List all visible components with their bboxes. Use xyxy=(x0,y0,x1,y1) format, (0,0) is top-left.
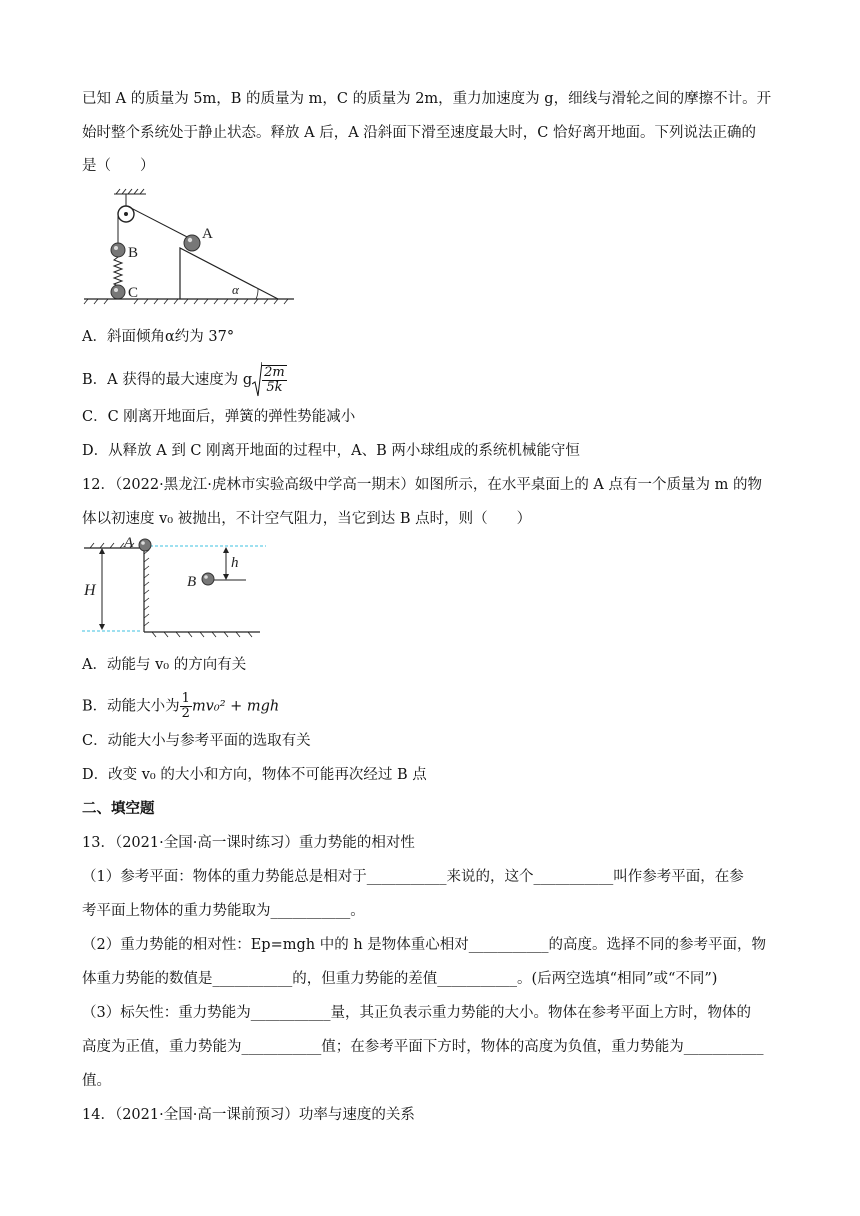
ceiling-support xyxy=(114,189,146,206)
q12-option-d: D．改变 v₀ 的大小和方向，物体不可能再次经过 B 点 xyxy=(82,767,427,783)
q13-part1-line-2: 考平面上物体的重力势能取为___________。 xyxy=(82,903,365,919)
q11-option-d: D．从释放 A 到 C 刚离开地面的过程中，A、B 两小球组成的系统机械能守恒 xyxy=(82,443,580,459)
label-a: A xyxy=(202,226,213,242)
ball-c xyxy=(111,285,125,299)
spring xyxy=(114,257,122,286)
sqrt-symbol xyxy=(252,362,262,398)
q11-text-line-2: 始时整个系统处于静止状态。释放 A 后，A 沿斜面下滑至速度最大时，C 恰好离开地面。下列说法正确的 xyxy=(82,125,756,141)
q14-title: 14．（2021·全国·高一课前预习）功率与速度的关系 xyxy=(82,1107,415,1123)
incline xyxy=(180,248,278,299)
q11-option-b xyxy=(82,362,287,398)
q11-option-b-text: B．A 获得的最大速度为 g xyxy=(82,372,253,388)
ball-b xyxy=(111,243,125,257)
q13-part1-line-1: （1）参考平面：物体的重力势能总是相对于___________来说的，这个___________叫作参考平面，在参 xyxy=(82,869,744,885)
label-H: H xyxy=(84,582,96,599)
ball-a xyxy=(139,539,151,551)
q13-part2-line-1: （2）重力势能的相对性：Ep=mgh 中的 h 是物体重心相对___________的高度。选择不同的参考平面，物 xyxy=(82,937,767,953)
ball-b xyxy=(202,573,214,585)
section-title: 二、填空题 xyxy=(82,800,155,817)
q12-option-b xyxy=(82,692,279,721)
q13-title: 13．（2021·全国·高一课时练习）重力势能的相对性 xyxy=(82,835,415,851)
q11-option-b-fraction: $\frac{2m}{5k}$ xyxy=(264,365,285,395)
q12-text-line-1: 12．（2022·黑龙江·虎林市实验高级中学高一期末）如图所示，在水平桌面上的 A 点有一个质量为 m 的物 xyxy=(82,477,762,493)
q13-part3-line-3: 值。 xyxy=(82,1073,111,1089)
label-a: A xyxy=(124,535,134,551)
q12-option-c: C．动能大小与参考平面的选取有关 xyxy=(82,733,311,749)
q12-option-a: A．动能与 v₀ 的方向有关 xyxy=(82,657,247,673)
q11-text-line-3: 是（ ） xyxy=(82,158,155,174)
q12-option-b-expression: mv₀² + mgh xyxy=(191,698,280,715)
q13-part2-line-2: 体重力势能的数值是___________的，但重力势能的差值___________。(后两空选填“相同”或“不同”) xyxy=(82,971,718,987)
q12-projectile-figure xyxy=(80,534,270,644)
q11-text-line-1: 已知 A 的质量为 5m，B 的质量为 m，C 的质量为 2m，重力加速度为 g，细线与滑轮之间的摩擦不计。开 xyxy=(82,91,772,107)
q11-incline-figure xyxy=(80,188,300,306)
label-alpha: α xyxy=(232,282,239,297)
q12-text-line-2: 体以初速度 v₀ 被抛出，不计空气阻力，当它到达 B 点时，则（ ） xyxy=(82,511,532,527)
q12-option-b-text: B．动能大小为 xyxy=(82,698,180,715)
label-b: B xyxy=(187,574,197,590)
q11-option-a: A．斜面倾角α约为 37° xyxy=(82,329,235,345)
q12-option-b-fraction: $\frac{1}{2}$ xyxy=(181,691,190,721)
q13-part3-line-1: （3）标矢性：重力势能为___________量，其正负表示重力势能的大小。物体在参考平面上方时，物体的 xyxy=(82,1005,751,1021)
q13-part3-line-2: 高度为正值，重力势能为___________值；在参考平面下方时，物体的高度为负值，重力势能为___________ xyxy=(82,1039,764,1055)
label-b: B xyxy=(128,245,139,261)
label-c: C xyxy=(128,285,139,301)
label-h: h xyxy=(231,555,239,571)
string-to-a xyxy=(127,206,193,240)
q11-option-c: C．C 刚离开地面后，弹簧的弹性势能减小 xyxy=(82,409,356,425)
ball-a xyxy=(184,235,200,251)
